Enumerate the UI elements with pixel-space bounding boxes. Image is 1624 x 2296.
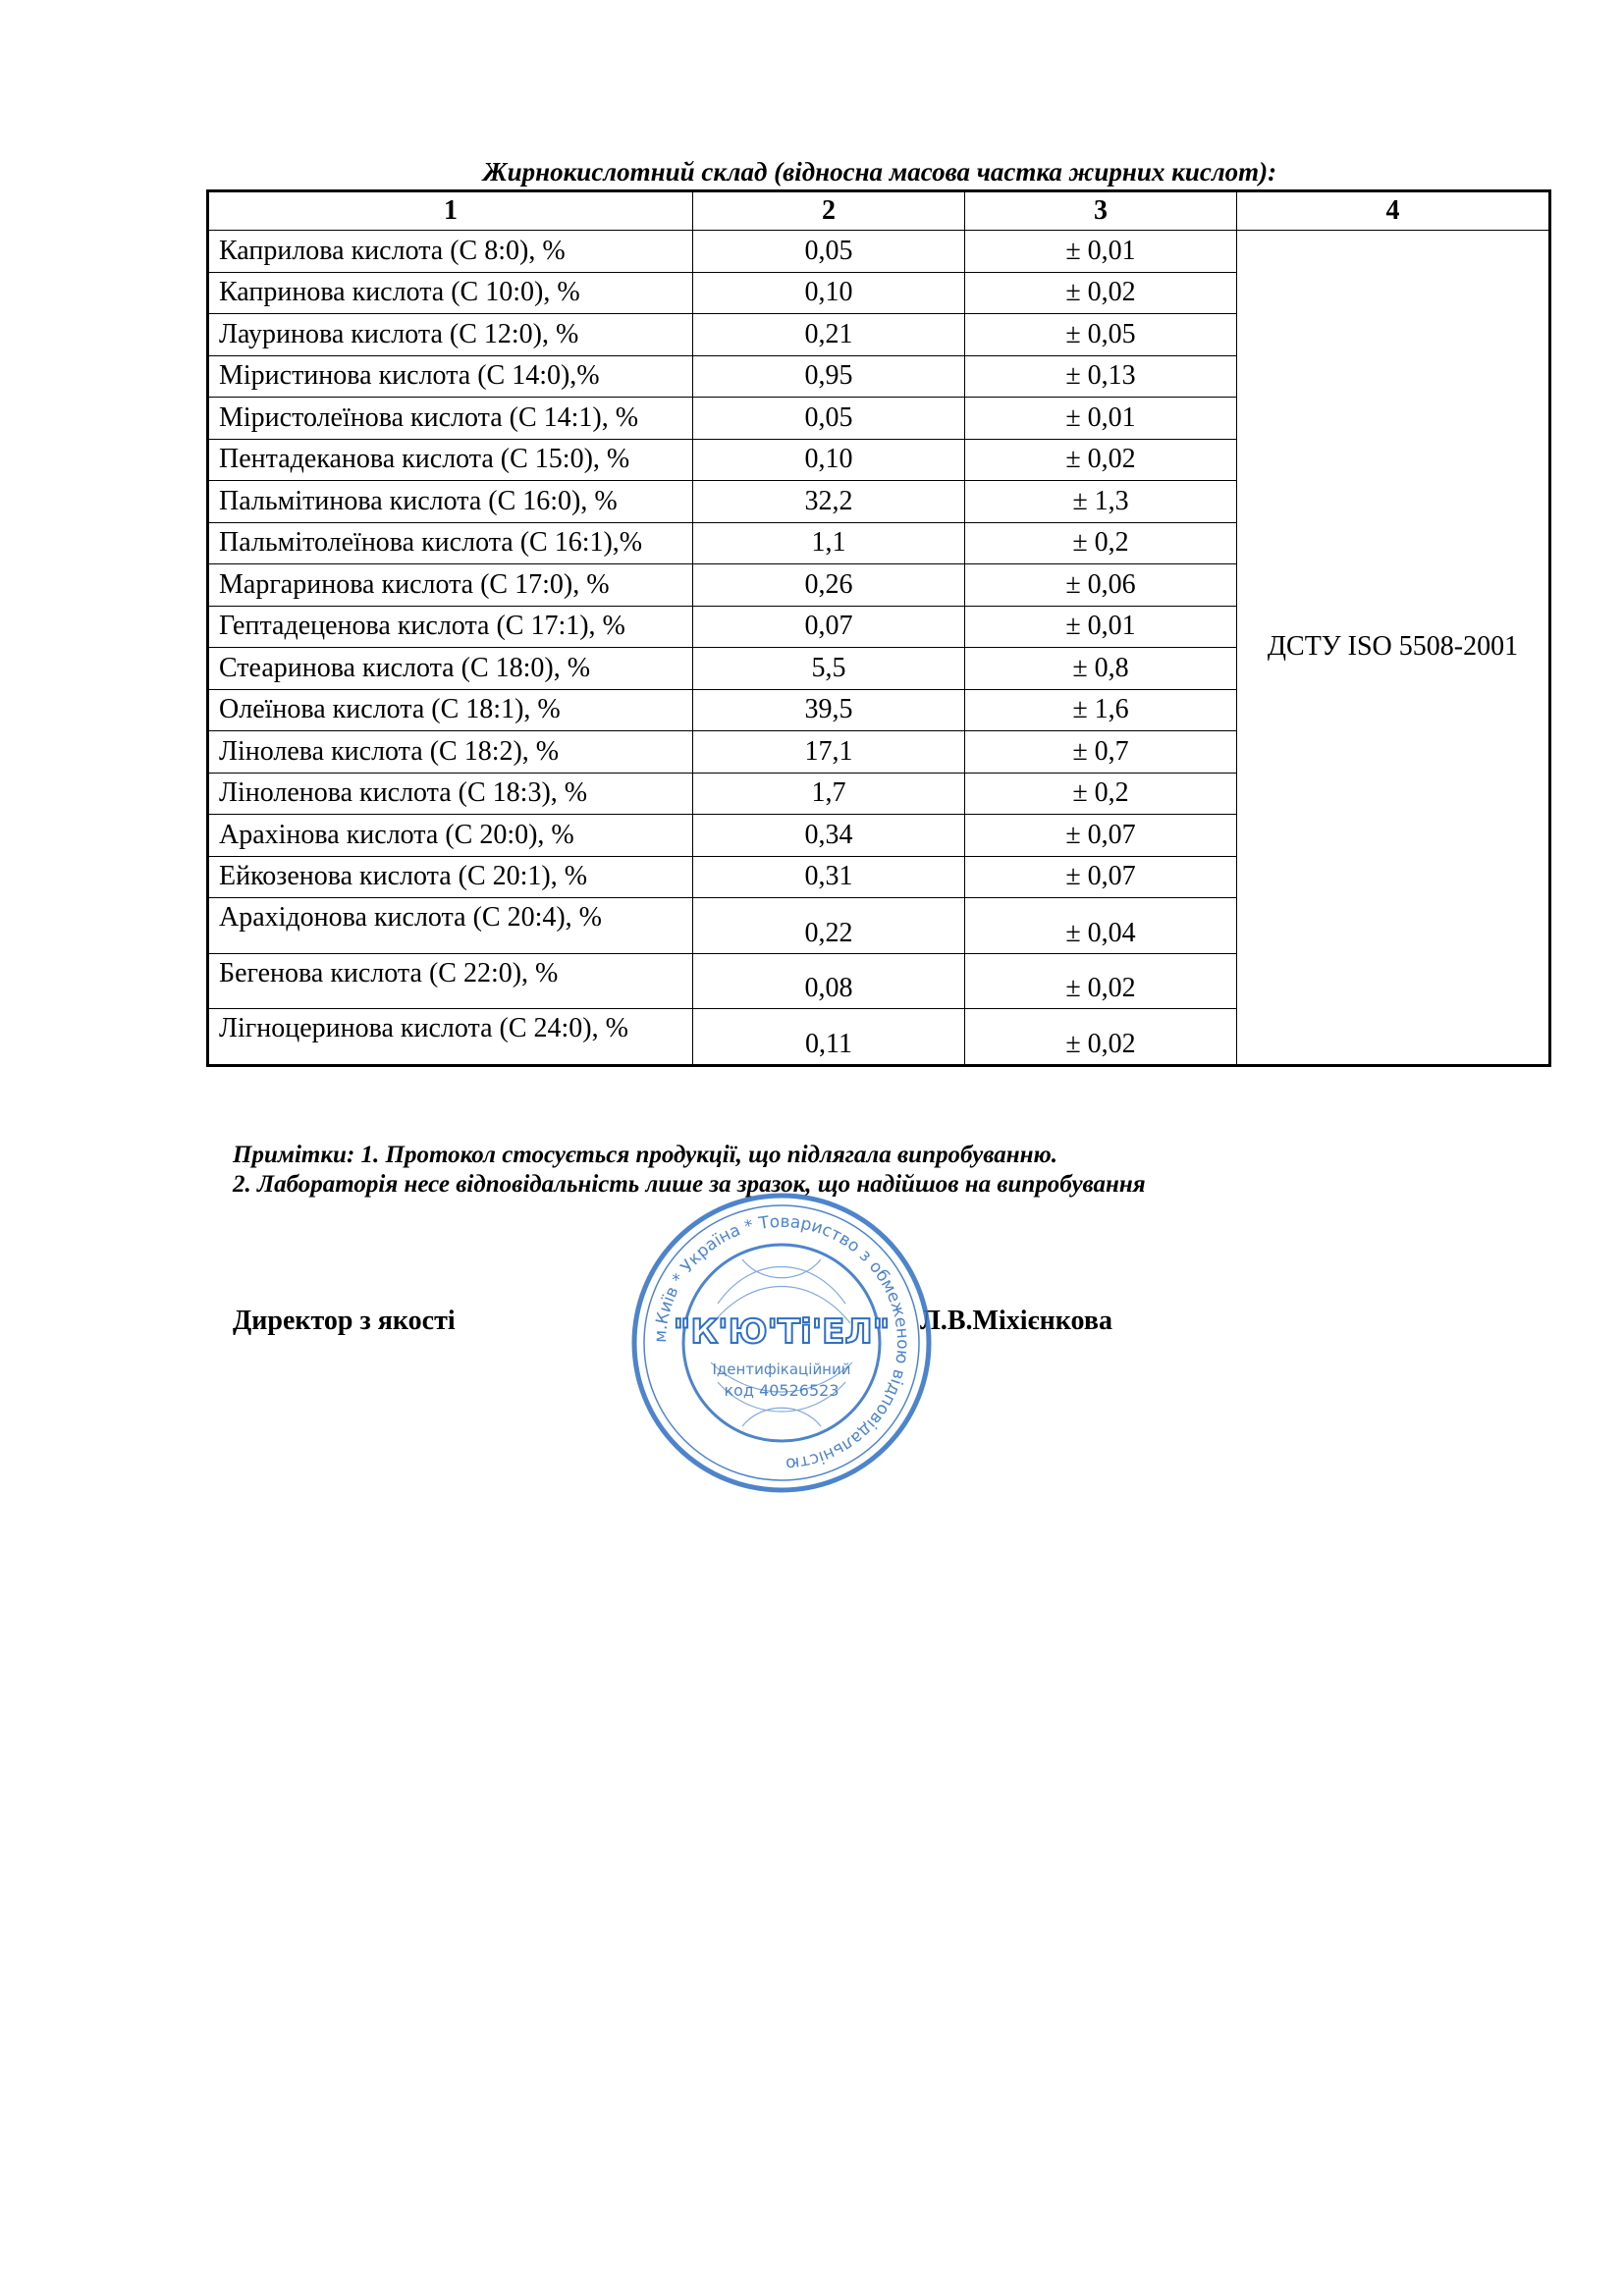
acid-uncertainty: ± 0,06 [965,564,1237,607]
header-cell: 4 [1237,191,1550,231]
acid-uncertainty: ± 0,02 [965,953,1237,1009]
acid-name: Пальмітинова кислота (С 16:0), % [208,481,693,523]
acid-value: 39,5 [693,689,965,731]
table-title: Жирнокислотний склад (відносна масова частка жирних кислот): [482,157,1277,187]
header-cell: 2 [693,191,965,231]
acid-uncertainty: ± 1,6 [965,689,1237,731]
note-line: 2. Лабораторія несе відповідальність лише за зразок, що надійшов на випробування [233,1171,1146,1198]
acid-uncertainty: ± 0,02 [965,1009,1237,1066]
acid-name: Лауринова кислота (С 12:0), % [208,314,693,356]
acid-name: Міристолеїнова кислота (С 14:1), % [208,398,693,440]
stamp-id-label: Ідентифікаційний [712,1361,851,1378]
stamp-id-code: код 40526523 [724,1381,839,1400]
company-stamp-seal [624,1186,939,1500]
stamp-ring-text: м.Київ * Україна * Товариство з обмеженою відповідальністю [650,1211,913,1474]
note-line: Примітки: 1. Протокол стосується продукції, що підлягала випробуванню. [233,1142,1057,1168]
signature-position: Директор з якості [233,1306,456,1336]
acid-uncertainty: ± 0,05 [965,314,1237,356]
acid-value: 5,5 [693,648,965,690]
acid-value: 0,08 [693,953,965,1009]
acid-value: 0,95 [693,355,965,398]
signature-name: Л.В.Міхієнкова [920,1306,1112,1336]
acid-name: Бегенова кислота (С 22:0), % [208,953,693,1009]
acid-value: 1,1 [693,522,965,564]
acid-name: Стеаринова кислота (С 18:0), % [208,648,693,690]
acid-name: Арахідонова кислота (С 20:4), % [208,898,693,954]
acid-uncertainty: ± 0,2 [965,522,1237,564]
acid-name: Пальмітолеїнова кислота (С 16:1),% [208,522,693,564]
table-row [208,231,1550,273]
acid-value: 0,05 [693,398,965,440]
acid-name: Гептадеценова кислота (С 17:1), % [208,606,693,648]
acid-value: 0,05 [693,231,965,273]
acid-uncertainty: ± 0,01 [965,231,1237,273]
acid-value: 32,2 [693,481,965,523]
acid-uncertainty: ± 0,07 [965,856,1237,898]
header-cell: 3 [965,191,1237,231]
acid-uncertainty: ± 0,8 [965,648,1237,690]
acid-name: Ліноленова кислота (С 18:3), % [208,773,693,815]
acid-name: Ейкозенова кислота (С 20:1), % [208,856,693,898]
acid-value: 0,34 [693,815,965,857]
acid-name: Лінолева кислота (С 18:2), % [208,731,693,774]
acid-uncertainty: ± 0,02 [965,439,1237,481]
acid-uncertainty: ± 0,01 [965,398,1237,440]
acid-name: Арахінова кислота (С 20:0), % [208,815,693,857]
acid-name: Лігноцеринова кислота (С 24:0), % [208,1009,693,1066]
acid-value: 0,31 [693,856,965,898]
acid-value: 0,22 [693,898,965,954]
table-header-row [208,191,1550,231]
acid-uncertainty: ± 0,04 [965,898,1237,954]
acid-value: 17,1 [693,731,965,774]
acid-value: 0,21 [693,314,965,356]
acid-value: 0,07 [693,606,965,648]
acid-uncertainty: ± 0,7 [965,731,1237,774]
acid-value: 0,10 [693,439,965,481]
acid-uncertainty: ± 0,2 [965,773,1237,815]
acid-name: Пентадеканова кислота (С 15:0), % [208,439,693,481]
acid-name: Каприлова кислота (С 8:0), % [208,231,693,273]
acid-name: Міристинова кислота (С 14:0),% [208,355,693,398]
acid-uncertainty: ± 0,01 [965,606,1237,648]
acid-name: Капринова кислота (С 10:0), % [208,272,693,314]
method-standard: ДСТУ ISO 5508-2001 [1237,231,1550,1066]
acid-name: Олеїнова кислота (С 18:1), % [208,689,693,731]
acid-uncertainty: ± 1,3 [965,481,1237,523]
acid-value: 0,11 [693,1009,965,1066]
fatty-acid-table [206,189,1551,1067]
acid-uncertainty: ± 0,13 [965,355,1237,398]
acid-value: 0,26 [693,564,965,607]
acid-name: Маргаринова кислота (С 17:0), % [208,564,693,607]
stamp-center-text: "К'Ю'Ті'ЕЛ" [673,1312,891,1352]
acid-value: 0,10 [693,272,965,314]
header-cell: 1 [208,191,693,231]
acid-value: 1,7 [693,773,965,815]
acid-uncertainty: ± 0,02 [965,272,1237,314]
acid-uncertainty: ± 0,07 [965,815,1237,857]
